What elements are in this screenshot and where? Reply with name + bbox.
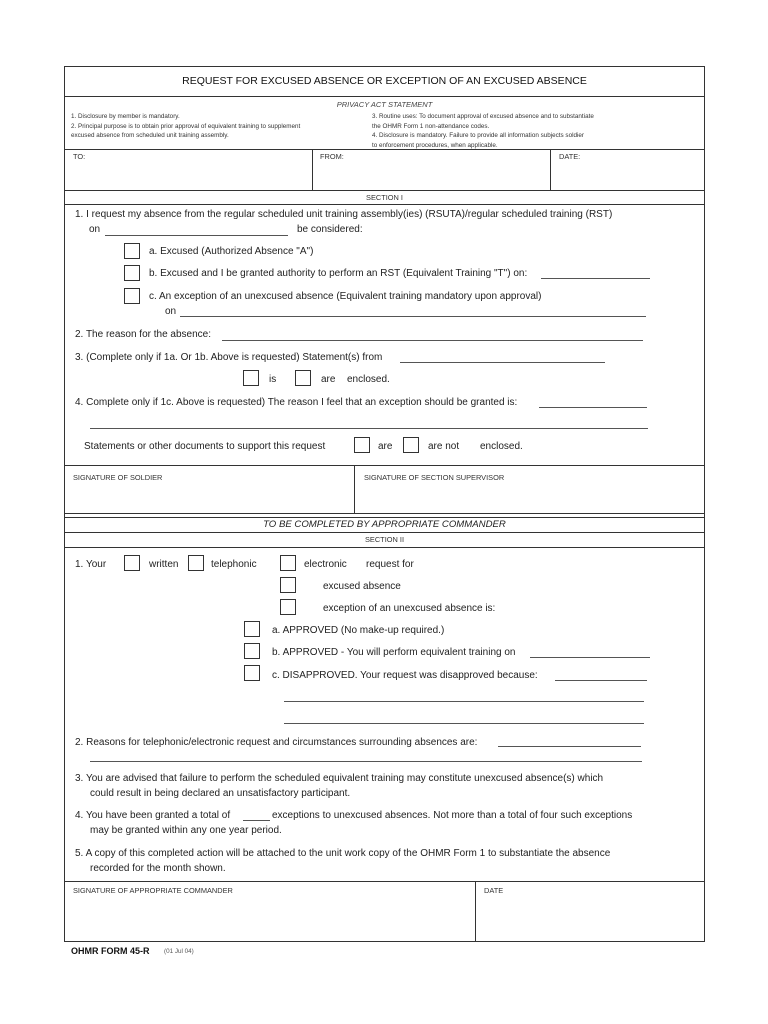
disapproval-reason-field[interactable] [555, 680, 647, 681]
reasons-field[interactable] [498, 746, 641, 747]
form-title: REQUEST FOR EXCUSED ABSENCE OR EXCEPTION OF AN EXCUSED ABSENCE [182, 75, 587, 87]
granted-line1-pre: 4. You have been granted a total of [75, 810, 231, 821]
privacy-left-line: 1. Disclosure by member is mandatory. [71, 113, 180, 120]
privacy-right-line: to enforcement procedures, when applicable. [372, 141, 498, 149]
privacy-right-line: the OHMR Form 1 non-attendance codes. [372, 122, 490, 130]
signature-commander-label: SIGNATURE OF APPROPRIATE COMMANDER [73, 886, 233, 895]
are-label: are [321, 374, 336, 385]
statements-from-field[interactable] [400, 362, 605, 363]
option-c-label: c. An exception of an unexcused absence (Equivalent training mandatory upon approval) [149, 291, 542, 302]
rst-date-field[interactable] [541, 278, 650, 279]
your-label: 1. Your [75, 559, 107, 570]
option-a-checkbox[interactable] [124, 243, 140, 259]
be-considered: be considered: [297, 224, 363, 235]
absence-date-field[interactable] [105, 235, 288, 236]
option-c-on: on [165, 306, 177, 317]
reasons-field-line2[interactable] [90, 761, 642, 762]
privacy-right-line: 4. Disclosure is mandatory. Failure to provide all information subjects soldier [372, 132, 584, 139]
exception-reason-field[interactable] [539, 407, 647, 408]
option-a-label: a. Excused (Authorized Absence "A") [149, 246, 314, 257]
statements-are-checkbox[interactable] [295, 370, 311, 386]
copy-line1: 5. A copy of this completed action will be attached to the unit work copy of the OHMR Form 1 to substantiate the absence [75, 848, 611, 859]
disapproved-checkbox[interactable] [244, 665, 260, 681]
signature-soldier-label: SIGNATURE OF SOLDIER [73, 473, 163, 482]
support-enclosed-label: enclosed. [480, 441, 523, 452]
date-field[interactable] [553, 162, 703, 189]
option-c-checkbox[interactable] [124, 288, 140, 304]
written-checkbox[interactable] [124, 555, 140, 571]
to-field[interactable] [66, 162, 311, 189]
privacy-left-line: excused absence from scheduled unit training assembly. [71, 132, 229, 139]
item1-text: 1. I request my absence from the regular scheduled unit training assembly(ies) (RSUTA)/regular scheduled training (RST) [75, 209, 613, 220]
telephonic-checkbox[interactable] [188, 555, 204, 571]
date-label: DATE: [559, 152, 581, 161]
signature-supervisor-label: SIGNATURE OF SECTION SUPERVISOR [364, 473, 505, 482]
form-id: OHMR FORM 45-R [71, 946, 150, 956]
privacy-left-line: 2. Principal purpose is to obtain prior approval of equivalent training to supplement [71, 122, 301, 130]
privacy-heading: PRIVACY ACT STATEMENT [336, 100, 433, 109]
granted-line1-post: exceptions to unexcused absences. Not more than a total of four such exceptions [272, 810, 633, 821]
excused-absence-checkbox[interactable] [280, 577, 296, 593]
support-are-not-checkbox[interactable] [403, 437, 419, 453]
signature-commander-field[interactable] [66, 897, 472, 939]
section-2-label: SECTION II [364, 535, 404, 544]
support-are-checkbox[interactable] [354, 437, 370, 453]
written-label: written [149, 559, 179, 570]
disapproved-label: c. DISAPPROVED. Your request was disapproved because: [272, 670, 538, 681]
equivalent-training-date-field[interactable] [530, 657, 650, 658]
request-for-label: request for [366, 559, 414, 570]
excused-absence-label: excused absence [323, 581, 401, 592]
item1-on: on [89, 224, 101, 235]
absence-reason-field[interactable] [222, 340, 643, 341]
granted-count-field[interactable] [243, 820, 270, 821]
signature-soldier-field[interactable] [66, 484, 352, 512]
option-b-label: b. Excused and I be granted authority to perform an RST (Equivalent Training "T") on: [149, 268, 528, 279]
privacy-right [372, 112, 702, 150]
from-field[interactable] [315, 162, 549, 189]
exception-label: exception of an unexcused absence is: [323, 603, 496, 614]
privacy-left [71, 112, 361, 141]
form-revision: (01 Jul 04) [164, 948, 194, 955]
statements-is-checkbox[interactable] [243, 370, 259, 386]
exception-date-field[interactable] [180, 316, 646, 317]
is-label: is [269, 374, 277, 385]
granted-line2: may be granted within any one year period. [90, 825, 282, 836]
approved-a-checkbox[interactable] [244, 621, 260, 637]
electronic-label: electronic [304, 559, 347, 570]
privacy-right-line: 3. Routine uses: To document approval of excused absence and to substantiate [372, 113, 594, 120]
enclosed-label: enclosed. [347, 374, 390, 385]
support-are-label: are [378, 441, 393, 452]
copy-line2: recorded for the month shown. [90, 863, 226, 874]
section-1-label: SECTION I [366, 193, 403, 202]
advisory-line1: 3. You are advised that failure to perform the scheduled equivalent training may constitute unexcused absence(s) which [75, 773, 604, 784]
telephonic-label: telephonic [211, 559, 257, 570]
to-label: TO: [73, 152, 86, 161]
reasons-text: 2. Reasons for telephonic/electronic request and circumstances surrounding absences are: [75, 737, 478, 748]
commander-date-label: DATE [484, 886, 504, 895]
commander-heading: TO BE COMPLETED BY APPROPRIATE COMMANDER [263, 519, 506, 530]
disapproval-reason-line2[interactable] [284, 701, 644, 702]
item2-text: 2. The reason for the absence: [75, 329, 212, 340]
approved-b-label: b. APPROVED - You will perform equivalent training on [272, 647, 516, 658]
advisory-line2: could result in being declared an unsatisfactory participant. [90, 788, 351, 799]
exception-checkbox[interactable] [280, 599, 296, 615]
from-label: FROM: [320, 152, 344, 161]
approved-b-checkbox[interactable] [244, 643, 260, 659]
approved-a-label: a. APPROVED (No make-up required.) [272, 625, 445, 636]
exception-reason-field-line2[interactable] [90, 428, 648, 429]
commander-date-field[interactable] [478, 897, 702, 939]
electronic-checkbox[interactable] [280, 555, 296, 571]
signature-supervisor-field[interactable] [356, 484, 702, 512]
item4-text: 4. Complete only if 1c. Above is requested) The reason I feel that an exception should be granted is: [75, 397, 518, 408]
statements-text: Statements or other documents to support this request [84, 441, 326, 452]
support-are-not-label: are not [428, 441, 460, 452]
item3-text: 3. (Complete only if 1a. Or 1b. Above is requested) Statement(s) from [75, 352, 383, 363]
option-b-checkbox[interactable] [124, 265, 140, 281]
disapproval-reason-line3[interactable] [284, 723, 644, 724]
